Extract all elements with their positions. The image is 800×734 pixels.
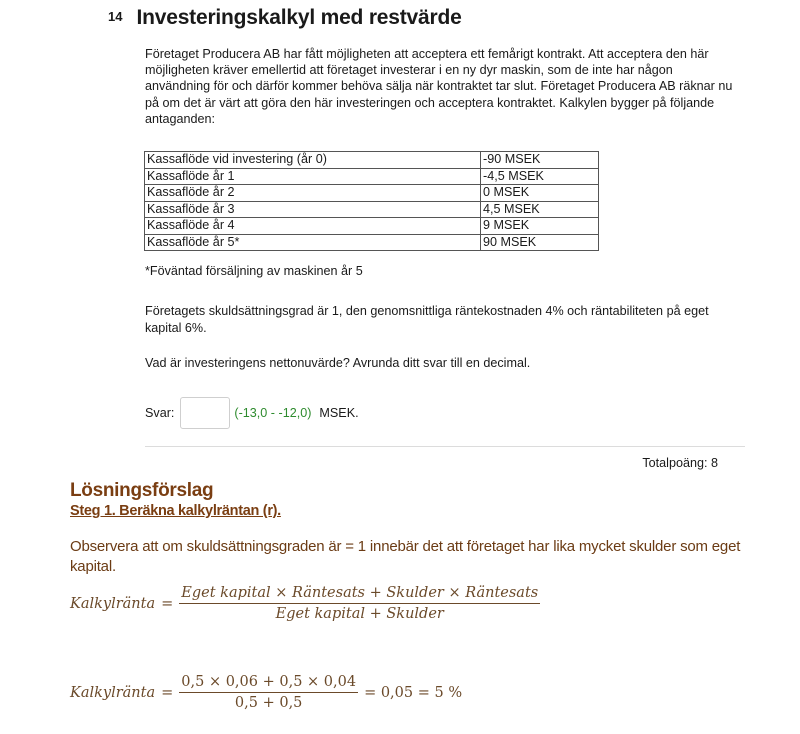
question-number: 14 [108, 9, 123, 24]
question-title: Investeringskalkyl med restvärde [136, 6, 462, 29]
question-header [108, 6, 462, 30]
cashflow-value: 9 MSEK [481, 218, 599, 235]
cashflow-label: Kassaflöde år 2 [145, 185, 481, 202]
assumptions-text: Företagets skuldsättningsgrad är 1, den genomsnittliga räntekostnaden 4% och räntabiliteten på eget kapital 6%. [145, 304, 709, 335]
formula-lhs: Kalkylränta [70, 684, 156, 701]
table-row [145, 218, 599, 235]
table-row [145, 152, 599, 169]
formula-equals: = [161, 684, 174, 701]
answer-unit: MSEK. [319, 406, 359, 420]
formula-fraction [179, 674, 358, 711]
table-row [145, 201, 599, 218]
table-row [145, 168, 599, 185]
formula-equals: = [161, 595, 174, 612]
divider [145, 446, 745, 447]
formula-kalkylranta-general [70, 585, 540, 622]
cashflow-label: Kassaflöde år 1 [145, 168, 481, 185]
step-1-title: Steg 1. Beräkna kalkylräntan (r). [70, 503, 281, 519]
cashflow-value: 90 MSEK [481, 234, 599, 251]
formula-kalkylranta-numeric [70, 674, 462, 711]
answer-input[interactable] [180, 397, 230, 429]
formula-result: = 0,05 = 5 % [364, 684, 463, 701]
cashflow-table [144, 151, 599, 251]
table-footnote: *Föväntad försäljning av maskinen år 5 [145, 264, 363, 278]
cashflow-value: -90 MSEK [481, 152, 599, 169]
formula-lhs: Kalkylränta [70, 595, 156, 612]
formula-numerator: 0,5 × 0,06 + 0,5 × 0,04 [179, 674, 358, 693]
total-points: Totalpoäng: 8 [642, 456, 718, 470]
solution-title: Lösningsförslag [70, 480, 214, 501]
observation-text: Observera att om skuldsättningsgraden är = 1 innebär det att företaget har lika mycket skulder som eget kapital. [70, 538, 741, 575]
formula-numerator: Eget kapital × Räntesats + Skulder × Räntesats [179, 585, 540, 604]
cashflow-value: -4,5 MSEK [481, 168, 599, 185]
question-intro [145, 46, 735, 127]
table-row [145, 185, 599, 202]
cashflow-value: 0 MSEK [481, 185, 599, 202]
cashflow-value: 4,5 MSEK [481, 201, 599, 218]
question-prompt: Vad är investeringens nettonuvärde? Avrunda ditt svar till en decimal. [145, 356, 531, 370]
intro-text: Företaget Producera AB har fått möjligheten att acceptera ett femårigt kontrakt. Att acceptera den här möjligheten kräver emellertid att företaget investerar i en ny dyr maskin, som de inte har någon användning för och därför kommer behöva sälja när kontraktet tar slut. Företaget Producera AB räknar nu på om det är värt att göra den här investeringen och acceptera kontraktet. Kalkylen bygger på följande antaganden: [145, 47, 733, 126]
answer-row [145, 397, 359, 429]
cashflow-label: Kassaflöde år 4 [145, 218, 481, 235]
cashflow-label: Kassaflöde år 3 [145, 201, 481, 218]
cashflow-label: Kassaflöde vid investering (år 0) [145, 152, 481, 169]
formula-denominator: Eget kapital + Skulder [275, 606, 444, 622]
answer-label: Svar: [145, 406, 175, 420]
formula-denominator: 0,5 + 0,5 [234, 695, 303, 711]
cashflow-label: Kassaflöde år 5* [145, 234, 481, 251]
formula-fraction [179, 585, 540, 622]
table-row [145, 234, 599, 251]
accepted-range: (-13,0 - -12,0) [234, 406, 312, 420]
